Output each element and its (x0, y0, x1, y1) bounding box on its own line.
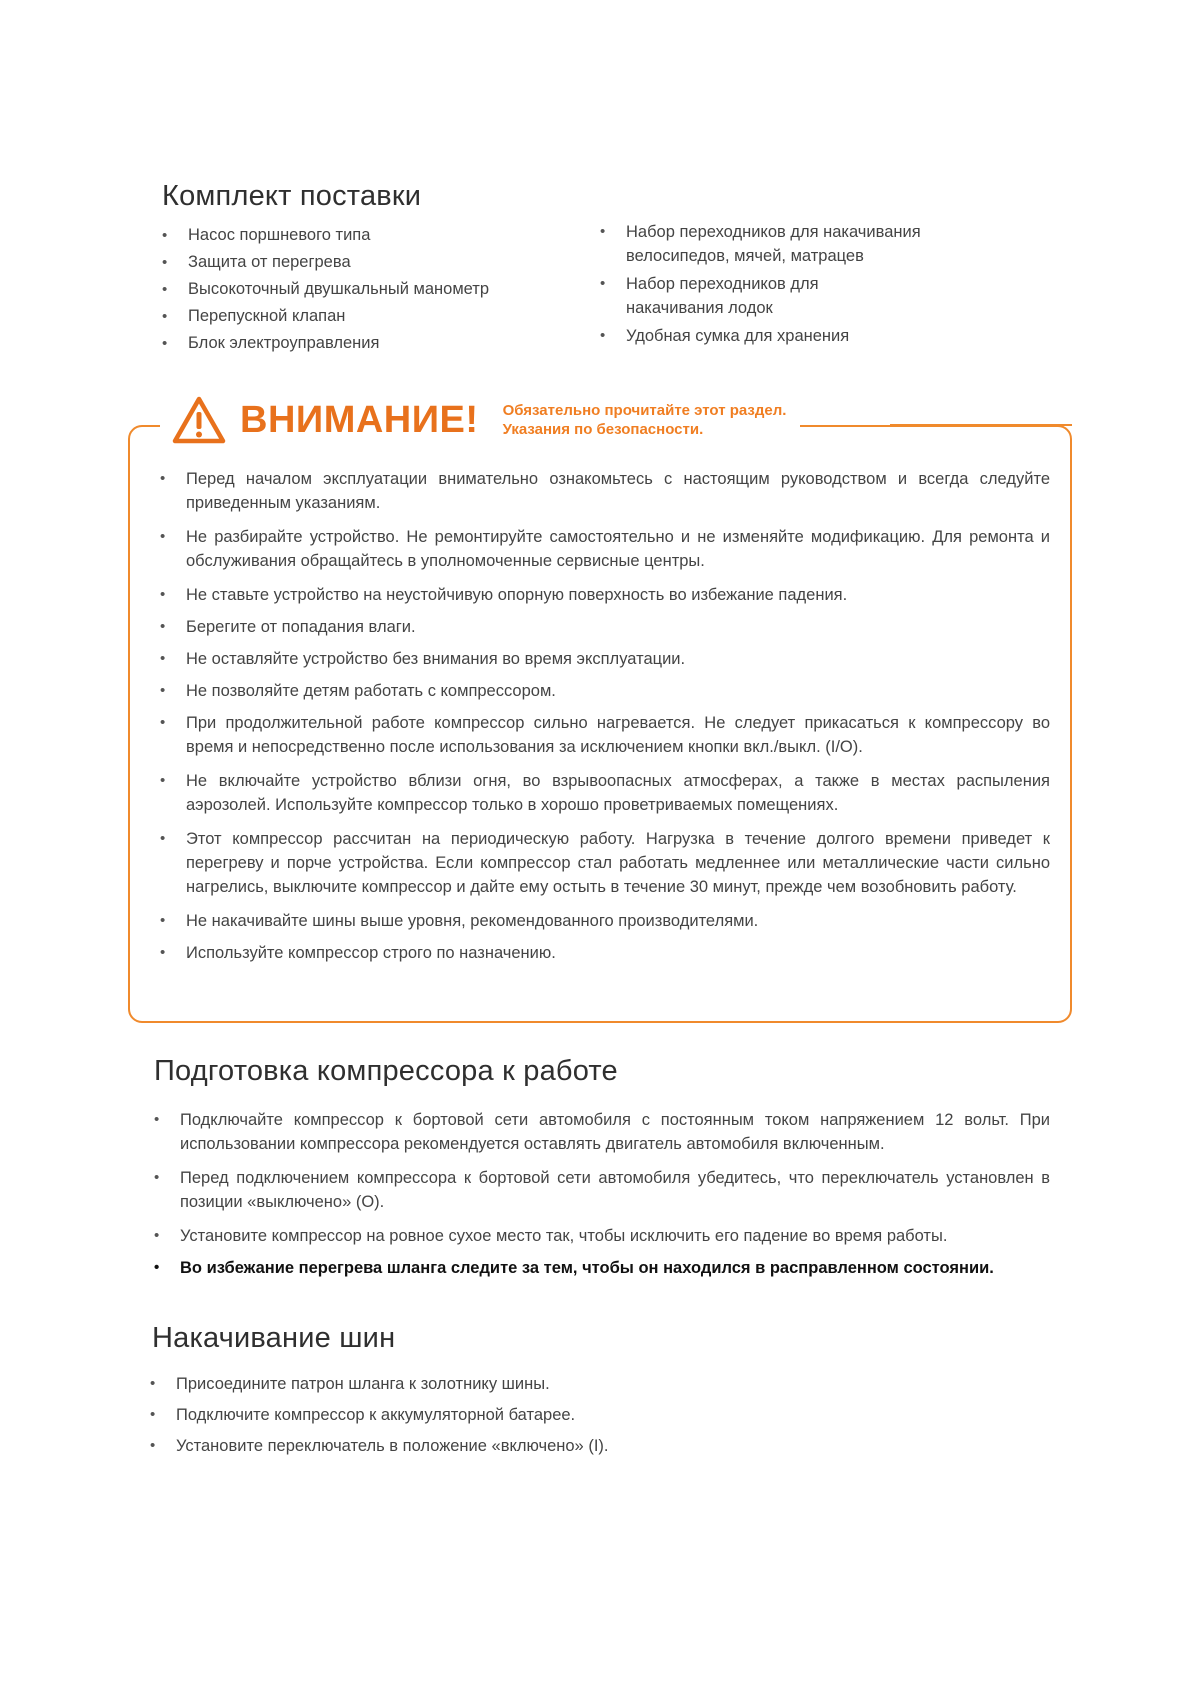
list-item: • Не ставьте устройство на неустойчивую опорную поверхность во избежание падения. (160, 583, 1050, 607)
list-item: • Не позволяйте детям работать с компрессором. (160, 679, 1050, 703)
warning-divider (890, 424, 1072, 426)
list-item: • Перепускной клапан (162, 303, 582, 330)
inflate-title: Накачивание шин (152, 1322, 396, 1354)
list-item: • При продолжительной работе компрессор сильно нагревается. Не следует прикасаться к компрессору во время и непосредственно после использования за исключением кнопки вкл./выкл. (I/O). (160, 711, 1050, 759)
kit-title: Комплект поставки (162, 180, 422, 212)
warning-subtitle (503, 401, 787, 439)
list-item-bold: • Во избежание перегрева шланга следите за тем, чтобы он находился в расправленном состоянии. (154, 1256, 1050, 1280)
list-item: • Удобная сумка для хранения (600, 324, 980, 348)
list-item: • Блок электроуправления (162, 330, 582, 357)
list-item: • Не оставляйте устройство без внимания во время эксплуатации. (160, 647, 1050, 671)
list-item: • Набор переходников для накачивания велосипедов, мячей, матрацев (600, 220, 980, 268)
warning-title: ВНИМАНИЕ! (240, 398, 479, 441)
kit-left-list (162, 222, 582, 357)
list-item: • Берегите от попадания влаги. (160, 615, 1050, 639)
list-item: • Не включайте устройство вблизи огня, во взрывоопасных атмосферах, а также в местах распыления аэрозолей. Используйте компрессор только в хорошо проветриваемых помещениях. (160, 769, 1050, 817)
warning-triangle-icon (172, 396, 226, 444)
list-item: • Установите компрессор на ровное сухое место так, чтобы исключить его падение во время работы. (154, 1224, 1050, 1248)
list-item: • Насос поршневого типа (162, 222, 582, 249)
list-item: • Не накачивайте шины выше уровня, рекомендованного производителями. (160, 909, 1050, 933)
list-item: • Установите переключатель в положение «включено» (I). (150, 1434, 1030, 1458)
warning-subtitle-line2: Указания по безопасности. (502, 421, 704, 438)
list-item: • Не разбирайте устройство. Не ремонтируйте самостоятельно и не изменяйте модификацию. Для ремонта и обслуживания обращайтесь в уполномоченные сервисные центры. (160, 525, 1050, 573)
list-item: • Набор переходников для накачивания лодок (600, 272, 980, 320)
prep-title: Подготовка компрессора к работе (154, 1055, 618, 1087)
list-item: • Подключайте компрессор к бортовой сети автомобиля с постоянным током напряжением 12 вольт. При использовании компрессора рекомендуется оставлять двигатель автомобиля включенным. (154, 1108, 1050, 1156)
list-item: • Подключите компрессор к аккумуляторной батарее. (150, 1403, 1030, 1427)
list-item: • Присоедините патрон шланга к золотнику шины. (150, 1372, 1030, 1396)
inflate-list (150, 1372, 1030, 1458)
prep-list (154, 1108, 1050, 1280)
list-item: • Этот компрессор рассчитан на периодическую работу. Нагрузка в течение долгого времени приведет к перегреву и порче устройства. Если компрессор стал работать медленнее или металлические части сильно нагрелись, выключите компрессор и дайте ему остыть в течение 30 минут, прежде чем возобновить работу. (160, 827, 1050, 899)
kit-right-list (600, 220, 980, 348)
list-item: • Перед началом эксплуатации внимательно ознакомьтесь с настоящим руководством и всегда следуйте приведенным указаниям. (160, 467, 1050, 515)
warning-header (160, 390, 800, 450)
warning-list (160, 467, 1050, 965)
list-item: • Защита от перегрева (162, 249, 582, 276)
warning-subtitle-line1: Обязательно прочитайте этот раздел. (502, 402, 787, 419)
list-item: • Используйте компрессор строго по назначению. (160, 941, 1050, 965)
list-item: • Перед подключением компрессора к бортовой сети автомобиля убедитесь, что переключатель установлен в позиции «выключено» (О). (154, 1166, 1050, 1214)
list-item: • Высокоточный двушкальный манометр (162, 276, 582, 303)
